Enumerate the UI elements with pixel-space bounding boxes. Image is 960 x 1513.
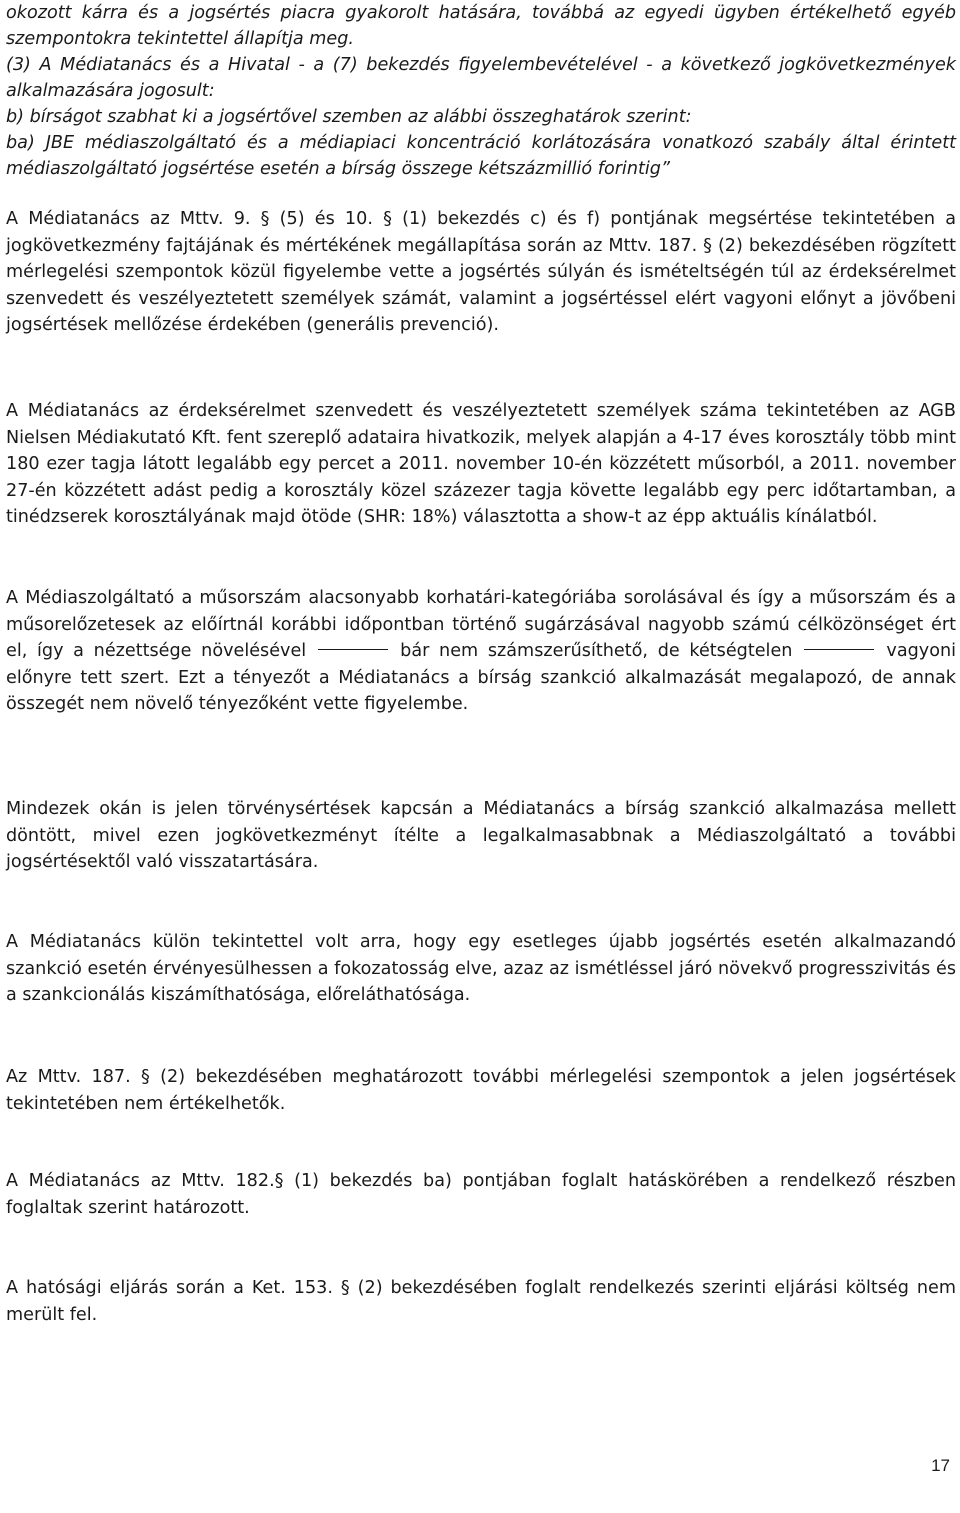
paragraph-2: A Médiatanács az érdeksérelmet szenvedett és veszélyeztetett személyek száma tekintetében az AGB Nielsen Médiakutató Kft. fent szereplő adataira hivatkozik, melyek alapján a 4-17 éves korosztály több mint 180 ezer tagja látott legalább egy percet a 2011. november 10-én közzétett műsorból, a 2011. november 27-én közzétett adást pedig a korosztály közel százezer tagja követte legalább egy perc időtartamban, a tinédzserek korosztályának majd ötöde (SHR: 18%) választotta a show-t az épp aktuális kínálatból. — [6, 401, 956, 527]
paragraph-1: A Médiatanács az Mttv. 9. § (5) és 10. § (1) bekezdés c) és f) pontjának megsértése tekintetében a jogkövetkezmény fajtájának és mértékének megállapítása során az Mttv. 187. § (2) bekezdésében rögzített mérlegelési szempontok közül figyelembe vette a jogsértés súlyán és ismételtségén túl az érdeksérelmet szenvedett és veszélyeztetett személyek számát, valamint a jogsértéssel elért vagyoni előnyt a jövőbeni jogsértések mellőzése érdekében (generális prevenció). — [6, 209, 956, 335]
paragraph-4: Mindezek okán is jelen törvénysértések kapcsán a Médiatanács a bírság szankció alkalmazása mellett döntött, mivel ezen jogkövetkezményt ítélte a legalkalmasabbnak a Médiaszolgáltató a további jogsértésektől való visszatartására. — [6, 799, 956, 872]
paragraph-3 — [6, 585, 956, 718]
paragraph-3-part-b: bár nem számszerűsíthető, de kétségtelen — [400, 641, 793, 661]
paragraph-7: A Médiatanács az Mttv. 182.§ (1) bekezdés ba) pontjában foglalt hatáskörében a rendelkező részben foglaltak szerint határozott. — [6, 1171, 956, 1218]
quoted-law-excerpt — [6, 0, 956, 182]
paragraph-3-part-a: A Médiaszolgáltató a műsorszám alacsonyabb korhatári-kategóriába sorolásával és így a műsorszám és a műsorelőzetesek az előírtnál korábbi időpontban történő sugárzásával nagyobb számú célközönséget ért el, így a nézettsége növelésével — [6, 588, 956, 661]
em-dash — [804, 649, 874, 650]
quote-line-4: ba) JBE médiaszolgáltató és a médiapiaci koncentráció korlátozására vonatkozó szabály által érintett médiaszolgáltató jogsértése esetén a bírság összege kétszázmillió forintig” — [6, 133, 956, 179]
quote-line-3: b) bírságot szabhat ki a jogsértővel szemben az alábbi összeghatárok szerint: — [6, 107, 692, 127]
paragraph-5: A Médiatanács külön tekintettel volt arra, hogy egy esetleges újabb jogsértés esetén alkalmazandó szankció esetén érvényesülhessen a fokozatosság elve, azaz az ismétléssel járó növekvő progresszivitás és a szankcionálás kiszámíthatósága, előreláthatósága. — [6, 932, 956, 1005]
quote-line-1: okozott kárra és a jogsértés piacra gyakorolt hatására, továbbá az egyedi ügyben értékelhető egyéb szempontokra tekintettel állapítja meg. — [6, 3, 956, 49]
quote-line-2: (3) A Médiatanács és a Hivatal - a (7) bekezdés figyelembevételével - a következő jogkövetkezmények alkalmazására jogosult: — [6, 55, 956, 101]
paragraph-8: A hatósági eljárás során a Ket. 153. § (2) bekezdésében foglalt rendelkezés szerinti eljárási költség nem merült fel. — [6, 1278, 956, 1325]
paragraph-6: Az Mttv. 187. § (2) bekezdésében meghatározott további mérlegelési szempontok a jelen jogsértések tekintetében nem értékelhetők. — [6, 1067, 956, 1114]
page-number: 17 — [931, 1456, 950, 1475]
em-dash — [318, 649, 388, 650]
paragraph-3-part-c: vagyoni előnyre tett szert. Ezt a tényezőt a Médiatanács a bírság szankció alkalmazását megalapozó, de annak összegét nem növelő tényezőként vette figyelembe. — [6, 641, 956, 714]
